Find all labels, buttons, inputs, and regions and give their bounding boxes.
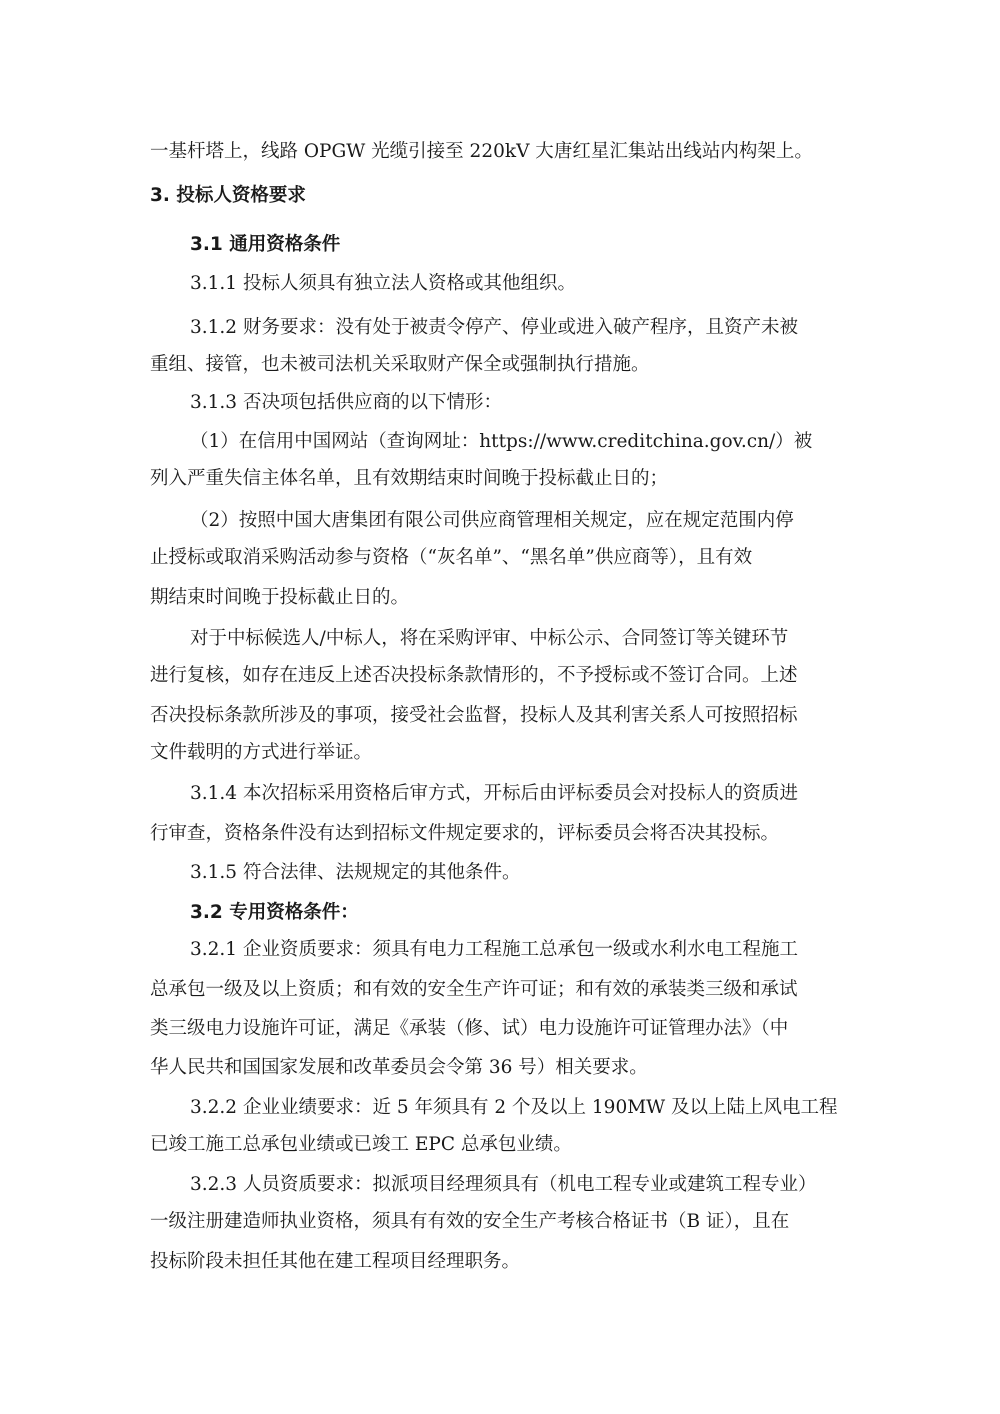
subsection-heading: 3.2 专用资格条件： [190,902,359,923]
section-heading: 3. 投标人资格要求 [150,185,306,206]
paragraph-line: 行审查，资格条件没有达到招标文件规定要求的，评标委员会将否决其投标。 [150,823,780,844]
paragraph-line: 文件载明的方式进行举证。 [150,742,373,763]
paragraph-line: 3.1.2 财务要求：没有处于被责令停产、停业或进入破产程序，且资产未被 [190,317,798,338]
paragraph-line: 期结束时间晚于投标截止日的。 [150,587,410,608]
paragraph-line: 对于中标候选人/中标人，将在采购评审、中标公示、合同签订等关键环节 [190,628,789,649]
paragraph-line: 投标阶段未担任其他在建工程项目经理职务。 [150,1251,521,1272]
paragraph-line: 3.1.4 本次招标采用资格后审方式，开标后由评标委员会对投标人的资质进 [190,783,798,804]
paragraph-line: （2）按照中国大唐集团有限公司供应商管理相关规定，应在规定范围内停 [190,510,794,531]
paragraph-line: 类三级电力设施许可证，满足《承装（修、试）电力设施许可证管理办法》（中 [150,1018,789,1039]
paragraph-line: 止授标或取消采购活动参与资格（“灰名单”、“黑名单”供应商等），且有效 [150,547,753,568]
paragraph-line: 华人民共和国国家发展和改革委员会令第 36 号）相关要求。 [150,1057,648,1078]
paragraph-line: 3.2.2 企业业绩要求：近 5 年须具有 2 个及以上 190MW 及以上陆上风电工程 [190,1097,838,1118]
paragraph-line: 否决投标条款所涉及的事项，接受社会监督，投标人及其利害关系人可按照招标 [150,705,798,726]
paragraph-line: 3.1.5 符合法律、法规规定的其他条件。 [190,862,521,883]
paragraph-line: 已竣工施工总承包业绩或已竣工 EPC 总承包业绩。 [150,1134,572,1155]
paragraph-line: 3.2.3 人员资质要求：拟派项目经理须具有（机电工程专业或建筑工程专业） [190,1174,817,1195]
subsection-heading: 3.1 通用资格条件 [190,234,341,255]
paragraph-line: 列入严重失信主体名单，且有效期结束时间晚于投标截止日的； [150,468,669,489]
paragraph-line: （1）在信用中国网站（查询网址：https://www.creditchina.gov.cn/）被 [190,431,813,452]
paragraph-line: 一基杆塔上，线路 OPGW 光缆引接至 220kV 大唐红星汇集站出线站内构架上。 [150,141,813,162]
paragraph-line: 一级注册建造师执业资格，须具有有效的安全生产考核合格证书（B 证），且在 [150,1211,790,1232]
paragraph-line: 总承包一级及以上资质；和有效的安全生产许可证；和有效的承装类三级和承试 [150,979,798,1000]
paragraph-line: 重组、接管，也未被司法机关采取财产保全或强制执行措施。 [150,354,650,375]
paragraph-line: 3.1.1 投标人须具有独立法人资格或其他组织。 [190,273,576,294]
paragraph-line: 3.2.1 企业资质要求：须具有电力工程施工总承包一级或水利水电工程施工 [190,939,798,960]
paragraph-line: 进行复核，如存在违反上述否决投标条款情形的，不予授标或不签订合同。上述 [150,665,798,686]
paragraph-line: 3.1.3 否决项包括供应商的以下情形： [190,392,502,413]
